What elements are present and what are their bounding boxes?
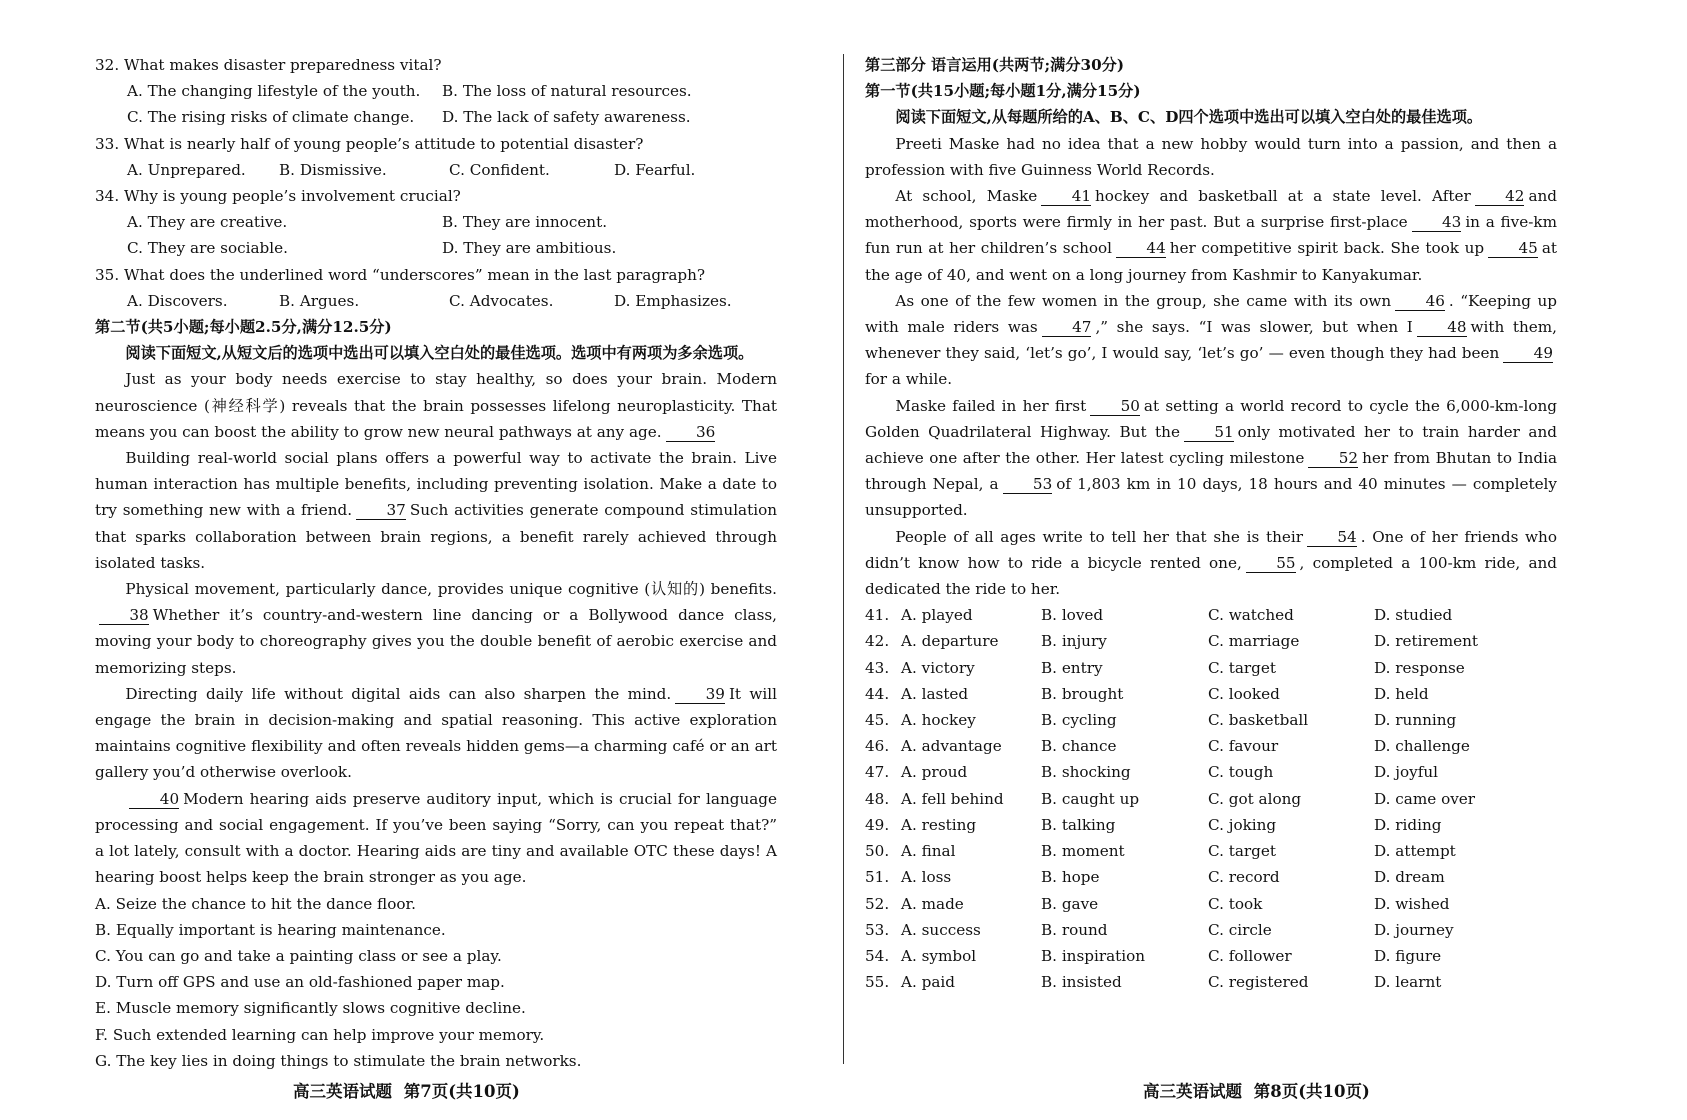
choice-c: C. You can go and take a painting class or see a play. xyxy=(95,946,502,965)
vocab-options xyxy=(865,602,1557,995)
option-a: A. The changing lifestyle of the youth. xyxy=(127,82,421,101)
option-c: C. registered xyxy=(1208,973,1309,992)
option-b: B. cycling xyxy=(1041,711,1117,730)
cloze-paragraph-2 xyxy=(865,288,1557,393)
vocab-row xyxy=(865,891,1557,917)
option-c: C. marriage xyxy=(1208,632,1300,651)
paragraph-text: of 1,803 km in 10 days, 18 hours and 40 minutes — completely unsupported. xyxy=(865,475,1557,520)
option-a: A. resting xyxy=(901,815,977,834)
option-b: B. loved xyxy=(1041,606,1104,625)
passage-paragraph-3 xyxy=(95,576,777,681)
cloze-paragraph-1 xyxy=(865,183,1557,288)
options xyxy=(95,78,777,130)
blank-36: 36 xyxy=(666,423,716,442)
question-stem: 32. What makes disaster preparedness vital? xyxy=(95,56,442,74)
option-a: A. Discovers. xyxy=(127,291,228,310)
option-d: D. The lack of safety awareness. xyxy=(442,108,691,127)
option-c: C. They are sociable. xyxy=(127,239,288,258)
cloze-paragraph-3 xyxy=(865,393,1557,524)
option-a: A. victory xyxy=(901,658,975,677)
option-d: D. learnt xyxy=(1374,973,1442,992)
option-c: C. joking xyxy=(1208,815,1277,834)
option-b: B. inspiration xyxy=(1041,946,1146,965)
vocab-row xyxy=(865,786,1557,812)
paragraph-text: ,” she says. “I was slower, but when I xyxy=(1095,318,1413,337)
paragraph-text: for a while. xyxy=(865,370,953,389)
item-number: 45. xyxy=(865,711,890,730)
option-a: A. success xyxy=(901,920,981,939)
paragraph-text: . “Keeping up with male riders was xyxy=(865,291,1558,337)
paragraph-text: Directing daily life without digital aids can also sharpen the mind. xyxy=(125,684,672,703)
option-d: D. came over xyxy=(1374,789,1476,808)
option-d: D. challenge xyxy=(1374,737,1470,756)
choice-f: F. Such extended learning can help improve your memory. xyxy=(95,1025,545,1044)
option-c: C. target xyxy=(1208,658,1276,677)
option-c: C. basketball xyxy=(1208,711,1309,730)
option-c: C. Confident. xyxy=(449,160,550,179)
question-34 xyxy=(95,183,777,262)
paragraph-text: Modern hearing aids preserve auditory input, which is crucial for language processing and social engagement. If you’ve been saying “Sorry, can you repeat that?” a lot lately, consult with a doctor. Hearing aids are tiny and available OTC these days! A hearing boost helps keep the brain stronger as you age. xyxy=(95,789,777,887)
item-number: 49. xyxy=(865,815,890,834)
blank-44: 44 xyxy=(1116,239,1166,258)
blank-43: 43 xyxy=(1412,213,1462,232)
vocab-row xyxy=(865,838,1557,864)
blank-53: 53 xyxy=(1003,475,1053,494)
page-footer xyxy=(1143,1078,1376,1102)
paragraph-text: her competitive spirit back. She took up xyxy=(1169,239,1485,258)
option-b: B. talking xyxy=(1041,815,1116,834)
vocab-row xyxy=(865,759,1557,785)
blank-52: 52 xyxy=(1308,449,1358,468)
blank-46: 46 xyxy=(1395,292,1445,311)
option-c: C. watched xyxy=(1208,606,1294,625)
option-a: A. proud xyxy=(901,763,968,782)
option-d: D. Fearful. xyxy=(614,160,696,179)
option-b: B. hope xyxy=(1041,868,1100,887)
options xyxy=(95,157,777,183)
item-number: 48. xyxy=(865,789,890,808)
blank-40: 40 xyxy=(129,790,179,809)
paragraph-text: People of all ages write to tell her that she is their xyxy=(895,527,1303,546)
page-footer xyxy=(293,1078,526,1102)
option-c: C. follower xyxy=(1208,946,1292,965)
paragraph-text: in a five-km fun run at her children’s school xyxy=(865,213,1557,258)
paragraph-text: Maske failed in her first xyxy=(895,396,1087,415)
option-a: A. final xyxy=(901,842,956,861)
footer-title: 高三英语试题 xyxy=(1143,1082,1242,1101)
vocab-row xyxy=(865,681,1557,707)
section-1-instruction: 阅读下面短文,从每题所给的A、B、C、D四个选项中选出可以填入空白处的最佳选项。 xyxy=(895,108,1483,127)
blank-47: 47 xyxy=(1042,318,1092,337)
question-stem: 34. Why is young people’s involvement crucial? xyxy=(95,187,461,206)
blank-51: 51 xyxy=(1184,423,1234,442)
cloze-paragraph-4 xyxy=(865,524,1557,603)
option-c: C. The rising risks of climate change. xyxy=(127,108,415,127)
question-stem: 35. What does the underlined word “underscores” mean in the last paragraph? xyxy=(95,265,706,284)
option-d: D. dream xyxy=(1374,868,1445,887)
item-number: 42. xyxy=(865,632,890,651)
option-d: D. held xyxy=(1374,684,1429,703)
section-2-heading: 第二节(共5小题;每小题2.5分,满分12.5分) xyxy=(95,318,392,337)
option-a: A. They are creative. xyxy=(127,213,288,232)
option-c: C. record xyxy=(1208,868,1280,887)
option-b: B. chance xyxy=(1041,737,1117,756)
option-c: C. took xyxy=(1208,894,1263,913)
option-a: A. advantage xyxy=(901,737,1002,756)
blank-49: 49 xyxy=(1503,344,1553,363)
paragraph-text: at the age of 40, and went on a long journey from Kashmir to Kanyakumar. xyxy=(865,239,1557,284)
option-c: C. tough xyxy=(1208,763,1274,782)
option-d: D. running xyxy=(1374,711,1457,730)
paragraph-text: Whether it’s country-and-western line dancing or a Bollywood dance class, moving your body to choreography gives you the double benefit of aerobic exercise and memorizing steps. xyxy=(95,606,777,677)
options xyxy=(95,288,777,314)
footer-page-number: 第7页(共10页) xyxy=(403,1082,520,1101)
blank-38: 38 xyxy=(99,606,149,625)
item-number: 43. xyxy=(865,658,890,677)
blank-42: 42 xyxy=(1475,187,1525,206)
page-divider xyxy=(843,54,844,1064)
option-b: B. Dismissive. xyxy=(279,160,387,179)
vocab-row xyxy=(865,864,1557,890)
option-b: B. shocking xyxy=(1041,763,1131,782)
paragraph-text: . One of her friends who didn’t know how to ride a bicycle rented one, xyxy=(865,527,1557,572)
item-number: 53. xyxy=(865,920,890,939)
vocab-row xyxy=(865,917,1557,943)
option-b: B. Argues. xyxy=(279,291,360,310)
option-d: D. response xyxy=(1374,658,1465,677)
option-b: B. moment xyxy=(1041,842,1125,861)
option-a: A. made xyxy=(901,894,964,913)
option-d: D. riding xyxy=(1374,815,1442,834)
blank-48: 48 xyxy=(1417,318,1467,337)
paragraph-text: Building real-world social plans offers a powerful way to activate the brain. Live human interaction has multiple benefits, including preventing isolation. Make a date to try something new with a friend. xyxy=(95,449,777,520)
cloze-intro: Preeti Maske had no idea that a new hobby would turn into a passion, and then a profession with five Guinness World Records. xyxy=(865,134,1557,179)
footer-title: 高三英语试题 xyxy=(293,1082,392,1101)
blank-50: 50 xyxy=(1090,397,1140,416)
passage-paragraph-5 xyxy=(95,786,777,891)
vocab-row xyxy=(865,628,1557,654)
option-c: C. Advocates. xyxy=(449,291,554,310)
option-b: B. injury xyxy=(1041,632,1107,651)
vocab-row xyxy=(865,733,1557,759)
option-c: C. got along xyxy=(1208,789,1302,808)
paragraph-text: her from Bhutan to India through Nepal, a xyxy=(865,449,1557,494)
option-b: B. brought xyxy=(1041,684,1124,703)
blank-39: 39 xyxy=(675,685,725,704)
choice-g: G. The key lies in doing things to stimulate the brain networks. xyxy=(95,1051,582,1070)
option-a: A. played xyxy=(901,606,973,625)
option-d: D. figure xyxy=(1374,946,1442,965)
vocab-row xyxy=(865,707,1557,733)
option-b: B. The loss of natural resources. xyxy=(442,82,692,101)
paragraph-text: At school, Maske xyxy=(895,187,1038,206)
option-b: B. round xyxy=(1041,920,1108,939)
option-d: D. joyful xyxy=(1374,763,1438,782)
option-d: D. attempt xyxy=(1374,842,1456,861)
choice-b: B. Equally important is hearing maintenance. xyxy=(95,920,446,939)
vocab-row xyxy=(865,969,1557,995)
option-b: B. entry xyxy=(1041,658,1103,677)
section-1-heading: 第一节(共15小题;每小题1分,满分15分) xyxy=(865,82,1141,101)
option-b: B. gave xyxy=(1041,894,1099,913)
page-8 xyxy=(845,0,1687,1120)
option-c: C. circle xyxy=(1208,920,1272,939)
section-2-instruction: 阅读下面短文,从短文后的选项中选出可以填入空白处的最佳选项。选项中有两项为多余选项。 xyxy=(125,344,754,363)
paragraph-text: only motivated her to train harder and achieve one after the other. Her latest cycling milestone xyxy=(865,422,1557,468)
paragraph-text: Such activities generate compound stimulation that sparks collaboration between brain regions, a benefit rarely achieved through isolated tasks. xyxy=(95,501,777,572)
option-a: A. departure xyxy=(901,632,999,651)
paragraph-text: , completed a 100-km ride, and dedicated the ride to her. xyxy=(865,553,1558,599)
paragraph-text: at setting a world record to cycle the 6,000-km-long Golden Quadrilateral Highway. But the xyxy=(865,396,1557,441)
option-a: A. paid xyxy=(901,973,955,992)
vocab-row xyxy=(865,812,1557,838)
paragraph-text: It will engage the brain in decision-making and spatial reasoning. This active exploration maintains cognitive flexibility and often reveals hidden gems—a charming café or an art gallery you’d otherwise overlook. xyxy=(95,684,777,782)
blank-37: 37 xyxy=(356,501,406,520)
option-c: C. favour xyxy=(1208,737,1279,756)
option-a: A. symbol xyxy=(901,946,977,965)
paragraph-text: hockey and basketball at a state level. After xyxy=(1095,187,1471,206)
option-a: A. Unprepared. xyxy=(127,160,246,179)
vocab-row xyxy=(865,655,1557,681)
blank-41: 41 xyxy=(1041,187,1091,206)
choice-e: E. Muscle memory significantly slows cognitive decline. xyxy=(95,999,526,1018)
option-d: D. studied xyxy=(1374,606,1453,625)
option-d: D. Emphasizes. xyxy=(614,291,732,310)
option-c: C. target xyxy=(1208,842,1276,861)
option-b: B. caught up xyxy=(1041,789,1140,808)
choice-list xyxy=(95,891,777,1074)
blank-54: 54 xyxy=(1307,528,1357,547)
option-a: A. loss xyxy=(901,868,952,887)
item-number: 46. xyxy=(865,737,890,756)
paragraph-text: with them, whenever they said, ‘let’s go’, I would say, ‘let’s go’ — even though they had been xyxy=(865,318,1558,363)
page-7 xyxy=(0,0,840,1120)
choice-d: D. Turn off GPS and use an old-fashioned paper map. xyxy=(95,973,505,992)
item-number: 47. xyxy=(865,763,890,782)
option-a: A. hockey xyxy=(901,711,976,730)
item-number: 52. xyxy=(865,894,890,913)
question-35 xyxy=(95,262,777,314)
right-column xyxy=(865,52,1557,995)
option-d: D. retirement xyxy=(1374,632,1479,651)
paragraph-text: and motherhood, sports were firmly in her past. But a surprise first-place xyxy=(865,187,1558,232)
passage-paragraph-2 xyxy=(95,445,777,576)
item-number: 50. xyxy=(865,842,890,861)
option-d: D. They are ambitious. xyxy=(442,239,617,258)
left-column xyxy=(95,52,777,1074)
passage-paragraph-4 xyxy=(95,681,777,786)
question-33 xyxy=(95,131,777,183)
blank-55: 55 xyxy=(1246,554,1296,573)
option-d: D. wished xyxy=(1374,894,1450,913)
option-a: A. fell behind xyxy=(901,789,1004,808)
option-d: D. journey xyxy=(1374,920,1454,939)
item-number: 44. xyxy=(865,684,890,703)
options xyxy=(95,209,777,261)
item-number: 55. xyxy=(865,973,890,992)
blank-45: 45 xyxy=(1488,239,1538,258)
item-number: 51. xyxy=(865,868,890,887)
option-b: B. They are innocent. xyxy=(442,213,608,232)
item-number: 41. xyxy=(865,606,890,625)
choice-a: A. Seize the chance to hit the dance floor. xyxy=(95,894,416,913)
option-c: C. looked xyxy=(1208,684,1280,703)
option-b: B. insisted xyxy=(1041,973,1122,992)
question-stem: 33. What is nearly half of young people’s attitude to potential disaster? xyxy=(95,134,644,153)
vocab-row xyxy=(865,602,1557,628)
vocab-row xyxy=(865,943,1557,969)
passage-paragraph-1 xyxy=(95,366,777,445)
question-32 xyxy=(95,52,777,131)
part-3-heading: 第三部分 语言运用(共两节;满分30分) xyxy=(865,56,1125,74)
paragraph-text: Just as your body needs exercise to stay healthy, so does your brain. Modern neuroscience (神经科学) reveals that the brain possesses lifelong neuroplasticity. That means you can boost the ability to grow new neural pathways at any age. xyxy=(95,370,777,441)
footer-page-number: 第8页(共10页) xyxy=(1253,1082,1370,1101)
paragraph-text: As one of the few women in the group, she came with its own xyxy=(895,291,1392,310)
item-number: 54. xyxy=(865,946,890,965)
option-a: A. lasted xyxy=(901,684,969,703)
paragraph-text: Physical movement, particularly dance, provides unique cognitive (认知的) benefits. xyxy=(125,580,777,599)
